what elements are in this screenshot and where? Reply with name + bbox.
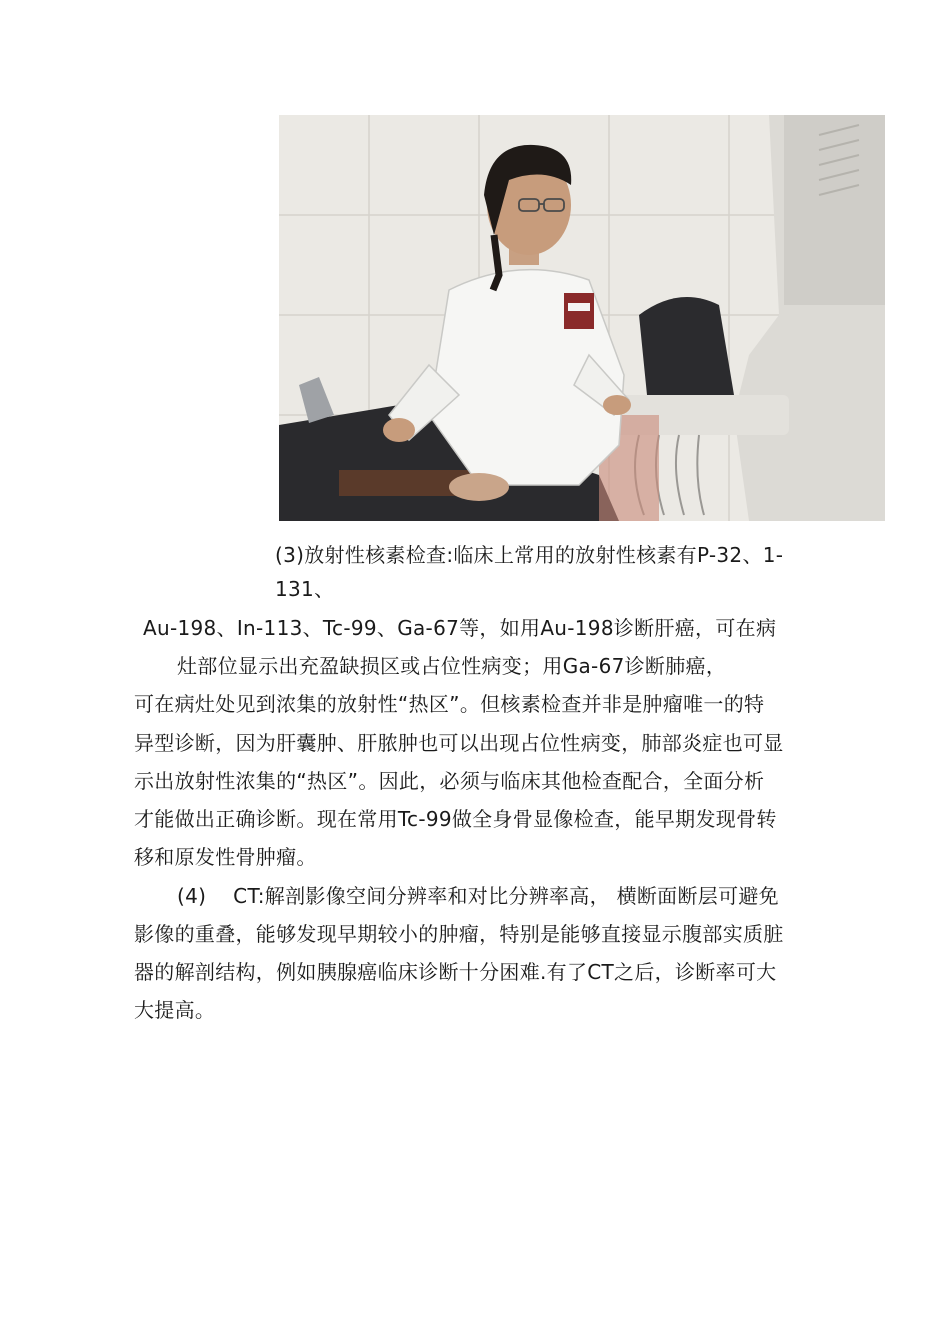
para3-line-1: (3)放射性核素检查:临床上常用的放射性核素有P-32、1- bbox=[275, 543, 784, 567]
para4-line-4: 大提高。 bbox=[134, 998, 216, 1022]
para3-line-6: 异型诊断，因为肝囊肿、肝脓肿也可以出现占位性病变，肺部炎症也可显 bbox=[134, 731, 784, 755]
photo-illustration bbox=[279, 115, 885, 521]
para4-line-2: 影像的重叠，能够发现早期较小的肿瘤，特别是能够直接显示腹部实质脏 bbox=[134, 922, 784, 946]
para4-line-3: 器的解剖结构，例如胰腺癌临床诊断十分困难.有了CT之后，诊断率可大 bbox=[134, 960, 777, 984]
para3-line-3: Au-198、In-113、Tc-99、Ga-67等，如用Au-198诊断肝癌，可在病 bbox=[143, 616, 777, 640]
para3-line-8: 才能做出正确诊断。现在常用Tc-99做全身骨显像检查，能早期发现骨转 bbox=[134, 807, 777, 831]
ultrasound-exam-photo bbox=[279, 115, 885, 521]
para3-line-9: 移和原发性骨肿瘤。 bbox=[134, 845, 317, 869]
para3-line-2: 131、 bbox=[275, 577, 335, 601]
para4-line-1: (4) CT:解剖影像空间分辨率和对比分辨率高， 横断面断层可避免 bbox=[177, 884, 779, 908]
para3-line-4: 灶部位显示出充盈缺损区或占位性病变；用Ga-67诊断肺癌， bbox=[177, 654, 727, 678]
para3-line-5: 可在病灶处见到浓集的放射性“热区”。但核素检查并非是肿瘤唯一的特 bbox=[134, 692, 765, 716]
para3-line-7: 示出放射性浓集的“热区”。因此，必须与临床其他检查配合，全面分析 bbox=[134, 769, 765, 793]
